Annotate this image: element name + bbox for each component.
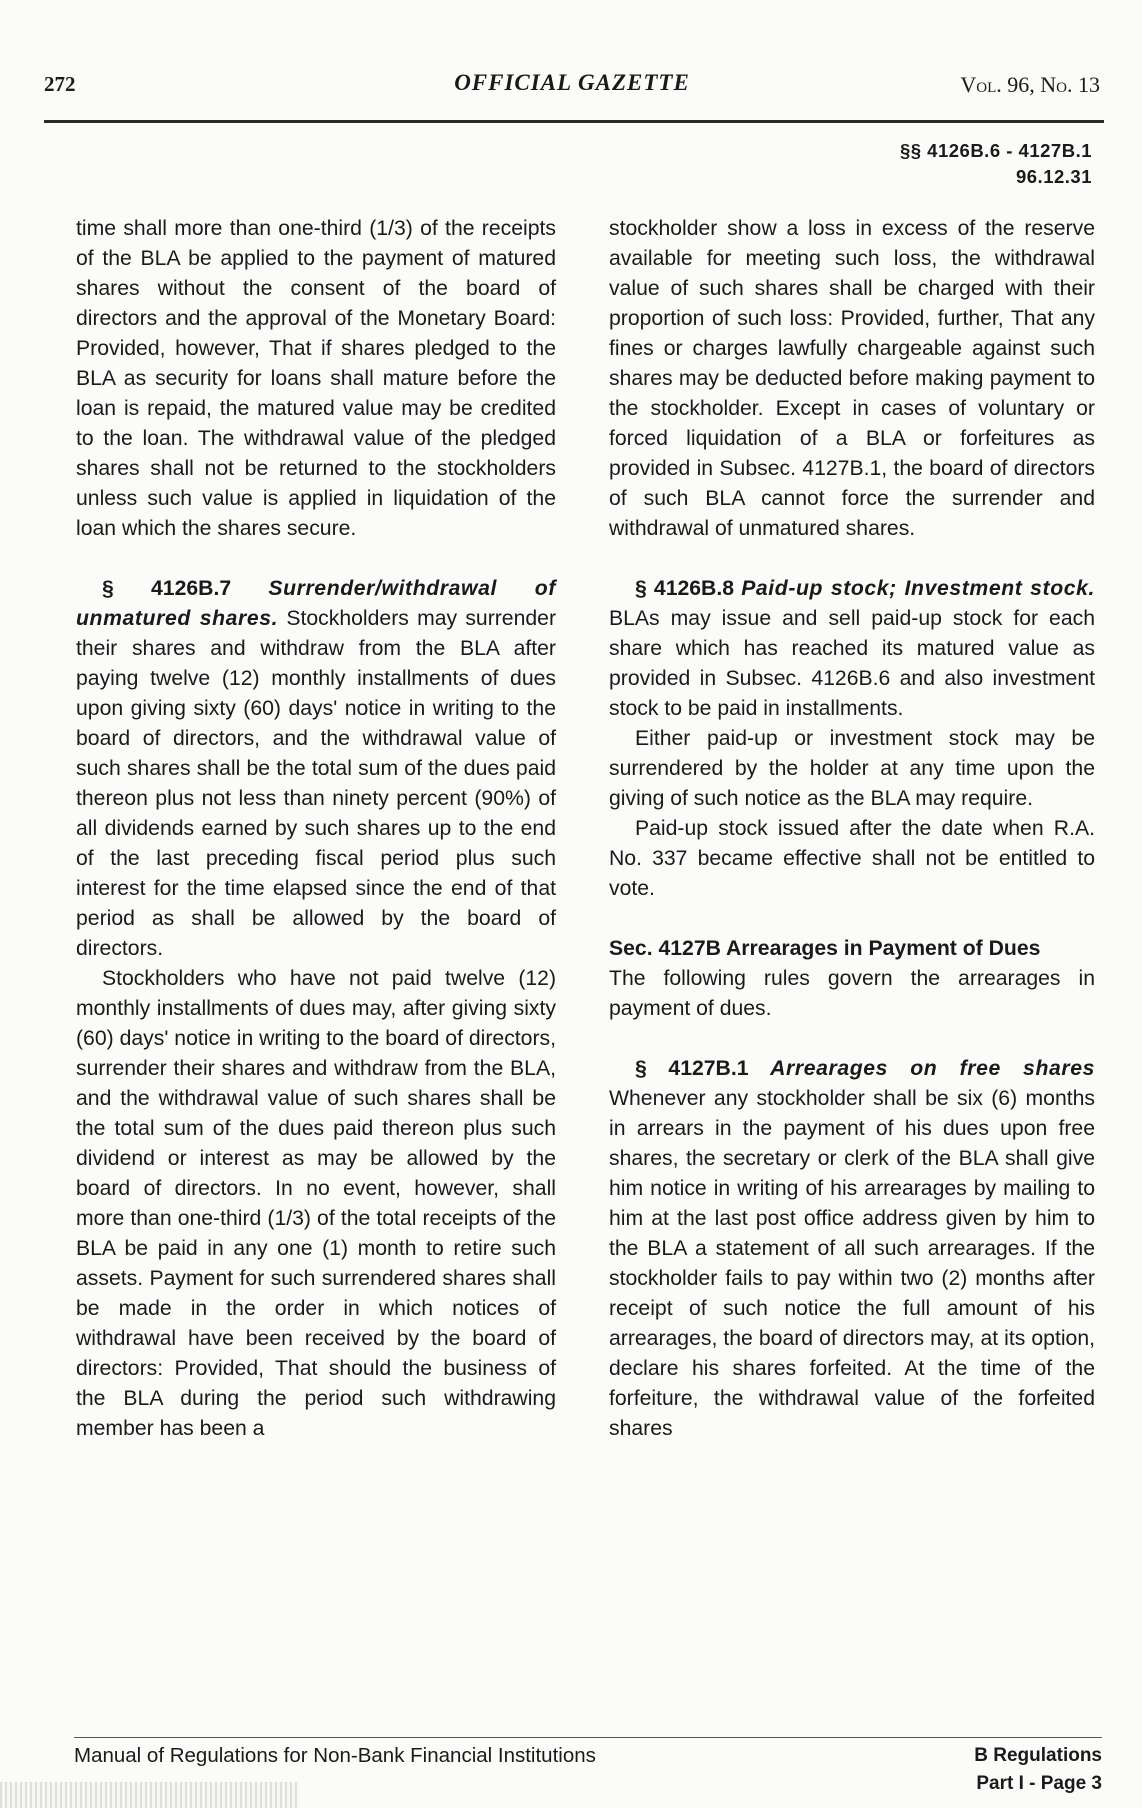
- section-number: § 4126B.7: [102, 577, 232, 600]
- section-4126b8: [609, 574, 1095, 724]
- footer-page: Part I - Page 3: [976, 1773, 1102, 1794]
- page-header: [44, 70, 1100, 104]
- footer-regulations: B Regulations: [974, 1745, 1102, 1766]
- section-body: BLAs may issue and sell paid-up stock for each share which has reached its matured value as provided in Subsec. 4126B.6 and also investment stock to be paid in installments.: [609, 607, 1095, 720]
- paragraph-continued: time shall more than one-third (1/3) of the receipts of the BLA be applied to the payment of matured shares without the consent of the board of directors and the approval of the Monetary Board: Provided, however, That if shares pledged to the BLA as security for loans shall mature before the loan is repaid, the matured value may be credited to the loan. The withdrawal value of the pledged shares shall not be returned to the stockholders unless such value is applied in liquidation of the loan which the shares secure.: [76, 217, 556, 540]
- section-body: Whenever any stockholder shall be six (6) months in arrears in the payment of his dues upon free shares, the secretary or clerk of the BLA shall give him notice in writing of his arrearages by mailing to him at the last post office address given by him to the BLA a statement of all such arrearages. If the stockholder fails to pay within two (2) months after receipt of such notice the full amount of his arrearages, the board of directors may, at its option, declare his shares forfeited. At the time of the forfeiture, the withdrawal value of the forfeited shares: [609, 1087, 1095, 1440]
- section-title: Paid-up stock; Investment stock.: [741, 577, 1095, 600]
- section-title: Surrender/withdrawal of unmatured shares.: [76, 577, 556, 630]
- section-body: Stockholders may surrender their shares and withdraw from the BLA after paying twelve (12) monthly installments of dues upon giving sixty (60) days' notice in writing to the board of directors, and the withdrawal value of such shares shall be the total sum of the dues paid thereon plus not less than ninety percent (90%) of all dividends earned by such shares up to the end of the last preceding fiscal period plus such interest for the time elapsed since the end of that period as shall be allowed by the board of directors.: [76, 607, 556, 960]
- section-4126b7: [76, 574, 556, 964]
- paragraph-continued: stockholder show a loss in excess of the reserve available for meeting such loss, the withdrawal value of such shares shall be charged with their proportion of such loss: Provided, further, That any fines or charges lawfully chargeable against such shares may be deducted before making payment to the stockholder. Except in cases of voluntary or forced liquidation of a BLA or forfeitures as provided in Subsec. 4127B.1, the board of directors of such BLA cannot force the surrender and withdrawal of unmatured shares.: [609, 217, 1095, 540]
- sec-intro: The following rules govern the arrearages in payment of dues.: [609, 967, 1095, 1020]
- section-number: § 4127B.1: [635, 1057, 749, 1080]
- section-title: Arrearages on free shares: [770, 1057, 1095, 1080]
- section-reference: [900, 138, 1092, 190]
- gazette-title: OFFICIAL GAZETTE: [454, 70, 690, 95]
- paragraph: Paid-up stock issued after the date when R.A. No. 337 became effective shall not be entitled to vote.: [609, 817, 1095, 900]
- volume-number: Vol. 96, No. 13: [960, 72, 1100, 97]
- section-range: §§ 4126B.6 - 4127B.1: [899, 140, 1092, 161]
- footer-part: [974, 1742, 1102, 1798]
- section-number: § 4126B.8: [635, 577, 735, 600]
- sec-heading: Sec. 4127B Arrearages in Payment of Dues: [609, 937, 1041, 960]
- left-column: [76, 214, 556, 1444]
- right-column: [609, 214, 1095, 1444]
- paragraph: Either paid-up or investment stock may be surrendered by the holder at any time upon the giving of such notice as the BLA may require.: [609, 727, 1095, 810]
- page-number: 272: [44, 72, 76, 96]
- section-date: 96.12.31: [1015, 166, 1092, 187]
- header-divider: [44, 120, 1104, 123]
- manual-title: Manual of Regulations for Non-Bank Financial Institutions: [74, 1744, 596, 1767]
- paragraph: Stockholders who have not paid twelve (12) monthly installments of dues may, after giving sixty (60) days' notice in writing to the board of directors, surrender their shares and withdraw from the BLA, and the withdrawal value of such shares shall be the total sum of the dues paid thereon plus such dividend or interest as may be allowed by the board of directors. In no event, however, shall more than one-third (1/3) of the total receipts of the BLA be paid in any one (1) month to retire such assets. Payment for such surrendered shares shall be made in the order in which notices of withdrawal have been received by the board of directors: Provided, That should the business of the BLA during the period such withdrawing member has been a: [76, 967, 556, 1440]
- scan-artifact: [0, 1782, 300, 1808]
- section-4127b1: [609, 1054, 1095, 1444]
